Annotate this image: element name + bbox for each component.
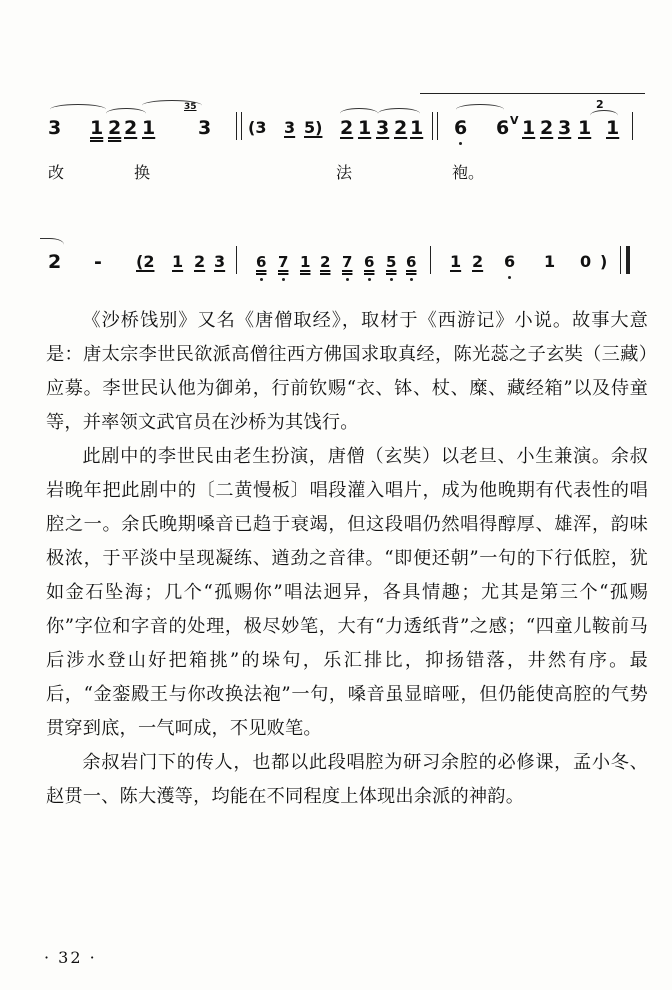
- barline: [632, 112, 633, 140]
- score-note: 1: [358, 117, 372, 139]
- slur: [378, 108, 420, 119]
- grace-note: 35: [184, 102, 197, 112]
- score-note: (3: [248, 118, 267, 137]
- score-note: 6: [406, 253, 417, 271]
- lyric-syllable: 换: [134, 163, 151, 182]
- slur: [456, 104, 504, 115]
- lyric-syllable: 改: [48, 163, 65, 182]
- score-note: 6: [504, 252, 516, 271]
- slur: [590, 110, 618, 121]
- paragraph: 余叔岩门下的传人，也都以此段唱腔为研习余腔的必修课，孟小冬、赵贯一、陈大濩等，均能在不同程度上体现出余派的神韵。: [46, 752, 648, 807]
- final-barline: [620, 246, 621, 274]
- score-note: 1: [300, 253, 311, 271]
- score-row-2: [48, 252, 648, 292]
- score-note: (2: [136, 252, 155, 271]
- barline: [241, 112, 242, 140]
- score-note: 1: [410, 117, 424, 139]
- score-note: 2: [124, 117, 138, 139]
- score-note: 7: [342, 253, 353, 271]
- octave-dot: [260, 278, 263, 281]
- score-note: 1: [90, 117, 104, 139]
- octave-dot: [410, 278, 413, 281]
- paragraph: 《沙桥饯别》又名《唐僧取经》，取材于《西游记》小说。故事大意是：唐太宗李世民欲派高僧往西方佛国求取真经，陈光蕊之子玄奘（三藏）应募。李世民认他为御弟，行前钦赐“衣、钵、杖、糜、藏经箱”以及侍童等，并率领文武官员在沙桥为其饯行。: [46, 310, 648, 433]
- score-note: 3: [558, 117, 572, 139]
- score-note: 3: [198, 117, 212, 139]
- score-note: 5): [304, 118, 323, 137]
- score-note: 2: [340, 117, 354, 139]
- score-top-rule: [420, 93, 645, 94]
- barline: [236, 246, 237, 274]
- score-note: 3: [214, 252, 226, 271]
- barline: [236, 112, 237, 140]
- score-note: 2: [194, 252, 206, 271]
- score-note: 1: [522, 117, 536, 139]
- slur: [40, 238, 64, 249]
- score-note: 7: [278, 253, 289, 271]
- score-note: -: [94, 251, 102, 273]
- score-note: 1: [142, 117, 156, 139]
- barline: [430, 246, 431, 274]
- grace-note: 2: [596, 98, 604, 111]
- score-note: 2: [394, 117, 408, 139]
- score-note: 3: [284, 118, 296, 137]
- octave-dot: [368, 278, 371, 281]
- octave-dot: [459, 142, 462, 145]
- barline: [432, 112, 433, 140]
- lyric-syllable: 袍。: [452, 163, 485, 182]
- slur: [142, 100, 202, 111]
- slur: [106, 108, 146, 119]
- score-note: 2: [108, 117, 122, 139]
- octave-dot: [346, 278, 349, 281]
- score-note: 2: [540, 117, 554, 139]
- barline: [437, 112, 438, 140]
- score-note: 2: [320, 253, 331, 271]
- score-note: 6: [496, 117, 510, 139]
- paragraph: 此剧中的李世民由老生扮演，唐僧（玄奘）以老旦、小生兼演。余叔岩晚年把此剧中的〔二黄慢板〕唱段灌入唱片，成为他晚期有代表性的唱腔之一。余氏晚期嗓音已趋于衰竭，但这段唱仍然唱得醇厚、雄浑，韵味极浓，于平淡中呈现凝练、遒劲之音律。“即便还朝”一句的下行低腔，犹如金石坠海；几个“孤赐你”唱法迥异，各具情趣；尤其是第三个“孤赐你”字位和字音的处理，极尽妙笔，大有“力透纸背”之感；“四童儿鞍前马后涉水登山好把箱挑”的垛句，乐汇排比，抑扬错落，井然有序。最后，“金銮殿王与你改换法袍”一句，嗓音虽显暗哑，但仍能使高腔的气势贯穿到底，一气呵成，不见败笔。: [46, 446, 648, 739]
- page-number: · 32 ·: [44, 948, 97, 967]
- score-note: 5: [386, 253, 397, 271]
- score-note: 1: [450, 252, 462, 271]
- score-row-1: [48, 98, 648, 158]
- score-note: 2: [472, 252, 484, 271]
- score-note: 0: [580, 252, 592, 271]
- octave-dot: [282, 278, 285, 281]
- slur: [340, 108, 378, 119]
- octave-dot: [390, 278, 393, 281]
- score-note: 1: [544, 252, 556, 271]
- score-note: 3: [48, 117, 62, 139]
- octave-dot: [508, 276, 511, 279]
- score-note: 6: [454, 117, 468, 139]
- lyric-syllable: 法: [336, 163, 353, 182]
- final-barline-thick: [626, 246, 630, 274]
- article-body: [46, 304, 648, 814]
- score-note: 2: [48, 251, 62, 273]
- slur: [50, 104, 106, 115]
- breath-mark: V: [510, 114, 519, 127]
- score-note: 6: [364, 253, 375, 271]
- score-note: 1: [578, 117, 592, 139]
- score-note: 1: [172, 252, 184, 271]
- score-note: ): [600, 252, 608, 271]
- score-note: 1: [606, 117, 620, 139]
- score-note: 3: [376, 117, 390, 139]
- score-note: 6: [256, 253, 267, 271]
